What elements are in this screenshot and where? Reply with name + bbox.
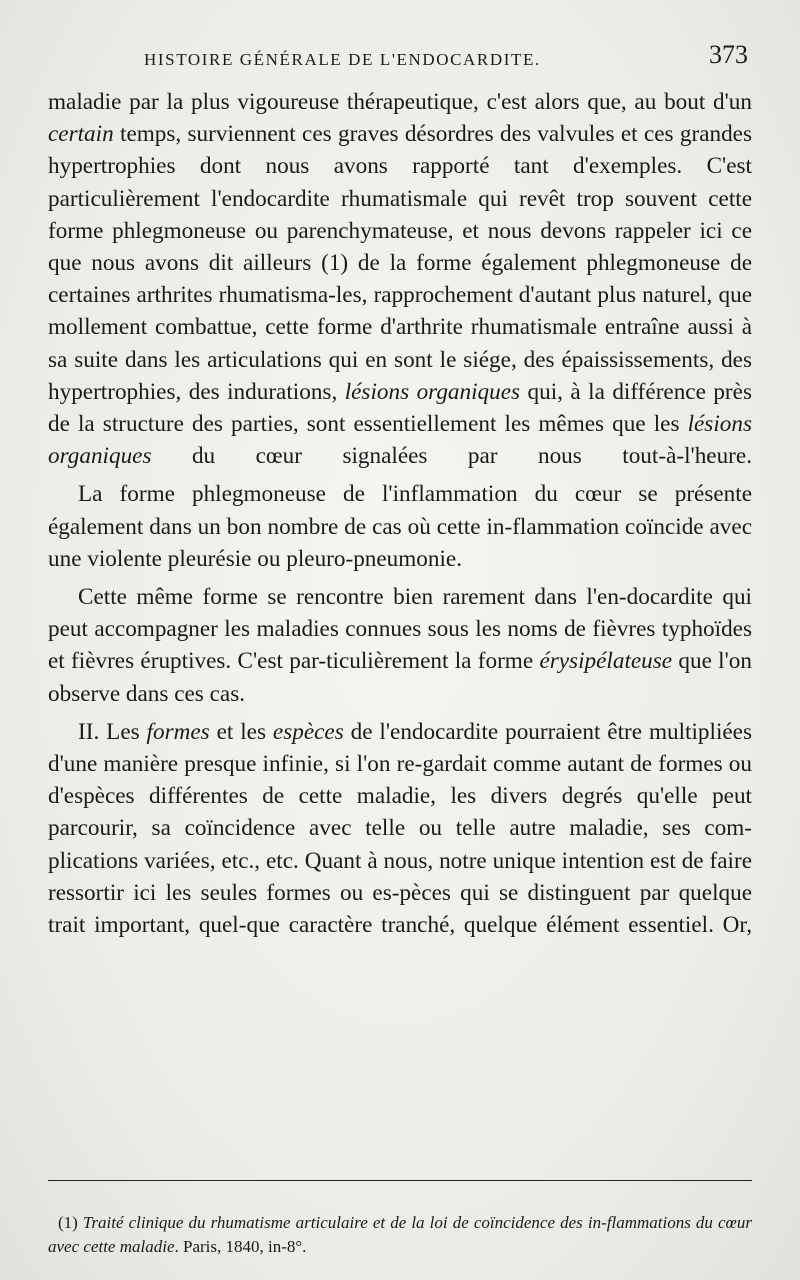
italic-text: formes bbox=[146, 718, 210, 745]
body-text bbox=[48, 86, 752, 947]
running-head bbox=[48, 40, 752, 76]
paragraph bbox=[48, 478, 752, 575]
italic-text: lésions organiques bbox=[48, 411, 752, 470]
italic-text: certain bbox=[48, 121, 114, 148]
text-run: temps, surviennent ces graves désordres des valvules et ces grandes hypertrophies dont nous avons rapporté tant d'exemples. C'est particulièrement l'endocardite rhumatismale qui revêt trop souvent cette forme phlegmoneuse ou parenchymateuse, et nous devons rappeler ici ce que nous avons dit ailleurs (1) de la forme également phlegmoneuse de certaines arthrites rhumatisma-les, rapprochement d'autant plus naturel, que mollement combattue, cette forme d'arthrite rhumatismale entraîne aussi à sa suite dans les articulations qui en sont le siége, des épaississements, des hypertrophies, des indurations, bbox=[48, 121, 752, 405]
italic-text: Traité clinique du rhumatisme articulaire et de la loi de coïncidence des in-flammations du cœur avec cette maladie bbox=[48, 1213, 752, 1256]
text-run: du cœur signalées par nous tout-à-l'heure. bbox=[151, 443, 752, 470]
text-run: . Paris, 1840, in-8°. bbox=[174, 1237, 307, 1256]
text-run: de l'endocardite pourraient être multipliées d'une manière presque infinie, si l'on re-gardait comme autant de formes ou d'espèces différentes de cette maladie, les divers degrés qu'elle peut parcourir, sa coïncidence avec telle ou telle autre maladie, ses com-plications variées, etc., etc. Quant à nous, notre unique intention est de faire ressortir ici les seules formes ou es-pèces qui se distinguent par quelque trait important, quel-que caractère tranché, quelque élément essentiel. Or, bbox=[48, 718, 752, 939]
page-number: 373 bbox=[709, 40, 748, 69]
text-run: (1) bbox=[58, 1213, 83, 1232]
text-run: La forme phlegmoneuse de l'inflammation du cœur se présente également dans un bon nombre de cas où cette in-flammation coïncide avec une violente pleurésie ou pleuro-pneumonie. bbox=[48, 481, 752, 572]
footnote-rule bbox=[48, 1180, 752, 1181]
text-run: que l'on observe dans ces cas. bbox=[48, 648, 752, 707]
text-run: Cette même forme se rencontre bien rarement dans l'en-docardite qui peut accompagner les maladies connues sous les noms de fièvres typhoïdes et fièvres éruptives. C'est par-ticulièrement la forme bbox=[48, 584, 752, 675]
italic-text: lésions organiques bbox=[344, 378, 521, 405]
running-title: HISTOIRE GÉNÉRALE DE L'ENDOCARDITE. bbox=[144, 50, 541, 69]
footnote bbox=[48, 1211, 752, 1259]
paragraph bbox=[48, 86, 752, 472]
text-run: II. Les bbox=[78, 718, 147, 745]
text-run: maladie par la plus vigoureuse thérapeutique, c'est alors que, au bout d'un bbox=[48, 89, 752, 115]
text-run: et les bbox=[209, 718, 273, 745]
italic-text: espèces bbox=[272, 718, 344, 745]
paragraph bbox=[48, 716, 752, 941]
text-run: qui, à la différence près de la structure des parties, sont essentiellement les mêmes que les bbox=[48, 378, 752, 438]
paragraph bbox=[48, 581, 752, 710]
italic-text: érysipélateuse bbox=[539, 648, 673, 675]
